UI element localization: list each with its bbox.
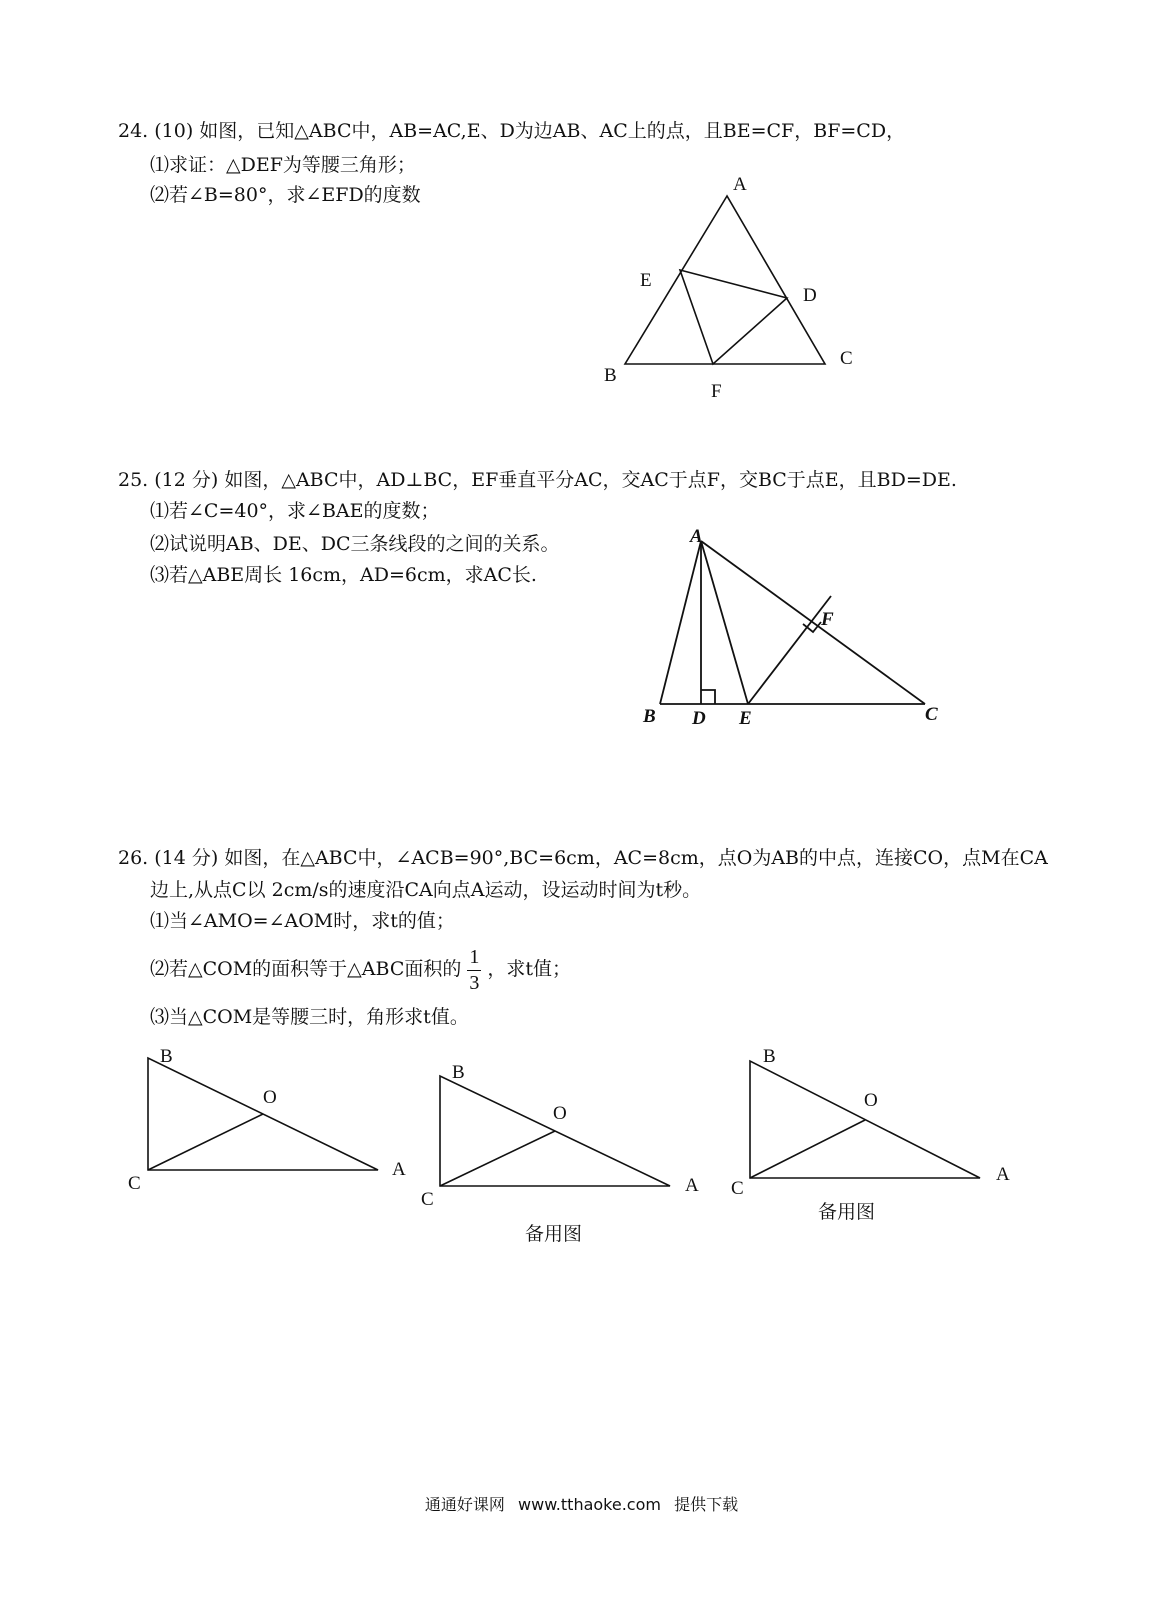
q25-label-e: E xyxy=(739,708,752,729)
q26-fig1-label-c: C xyxy=(128,1173,141,1194)
q26-fig2-label-a: A xyxy=(685,1175,699,1196)
q26-fig2-label-o: O xyxy=(553,1103,567,1124)
q24-label-d: D xyxy=(803,285,817,306)
q25-label-a: A xyxy=(690,526,703,547)
page-footer xyxy=(0,1492,1163,1515)
q26-header: 26. (14 分) 如图，在△ABC中，∠ACB=90°,BC=6cm，AC=8cm，点O为AB的中点，连接CO，点M在CA xyxy=(118,847,1048,869)
q26-fig3-label-b: B xyxy=(763,1046,776,1067)
q26-fig3-label-c: C xyxy=(731,1178,744,1199)
q24-label-c: C xyxy=(840,348,853,369)
q25-part2: ⑵试说明AB、DE、DC三条线段的之间的关系。 xyxy=(150,533,560,555)
q26-part2-post: ，求t值； xyxy=(487,958,572,980)
q25-label-d: D xyxy=(692,708,706,729)
q24-label-b: B xyxy=(604,365,617,386)
q26-part2-pre: ⑵若△COM的面积等于△ABC面积的 xyxy=(150,958,462,980)
q24-part1: ⑴求证：△DEF为等腰三角形； xyxy=(150,154,416,176)
q26-fig1-label-a: A xyxy=(392,1159,406,1180)
fraction-denominator: 3 xyxy=(469,971,480,994)
q25-label-f: F xyxy=(821,609,834,630)
q26-fig2-label-b: B xyxy=(452,1062,465,1083)
q24-header: 24. (10) 如图，已知△ABC中，AB=AC,E、D为边AB、AC上的点，且BE=CF，BF=CD， xyxy=(118,120,906,142)
q25-part3: ⑶若△ABE周长 16cm，AD=6cm，求AC长. xyxy=(150,564,537,586)
footer-url: www.tthaoke.com xyxy=(518,1495,661,1514)
q24-label-f: F xyxy=(711,381,722,402)
q25-part1: ⑴若∠C=40°，求∠BAE的度数； xyxy=(150,500,440,522)
q25-header: 25. (12 分) 如图，△ABC中，AD⊥BC，EF垂直平分AC，交AC于点F，交BC于点E，且BD=DE. xyxy=(118,469,957,491)
q26-fig2-label-c: C xyxy=(421,1189,434,1210)
q26-fig1-label-o: O xyxy=(263,1087,277,1108)
footer-site-name: 通通好课网 xyxy=(424,1495,505,1514)
q26-caption-3: 备用图 xyxy=(818,1201,876,1223)
q24-part2: ⑵若∠B=80°，求∠EFD的度数 xyxy=(150,184,421,206)
q26-part1: ⑴当∠AMO=∠AOM时，求t的值； xyxy=(150,910,455,932)
q26-fig1-label-b: B xyxy=(160,1046,173,1067)
q25-label-b: B xyxy=(643,706,656,727)
q26-fig3-label-o: O xyxy=(864,1090,878,1111)
footer-note: 提供下载 xyxy=(674,1495,739,1514)
q26-caption-2: 备用图 xyxy=(525,1223,583,1245)
q26-header-cont: 边上,从点C以 2cm/s的速度沿CA向点A运动，设运动时间为t秒。 xyxy=(150,879,702,901)
q24-label-e: E xyxy=(640,270,652,291)
fraction-numerator: 1 xyxy=(469,945,480,968)
q26-fig3-label-a: A xyxy=(996,1164,1010,1185)
q24-label-a: A xyxy=(733,174,747,195)
q26-part3: ⑶当△COM是等腰三时，角形求t值。 xyxy=(150,1006,469,1028)
q25-label-c: C xyxy=(925,704,938,725)
